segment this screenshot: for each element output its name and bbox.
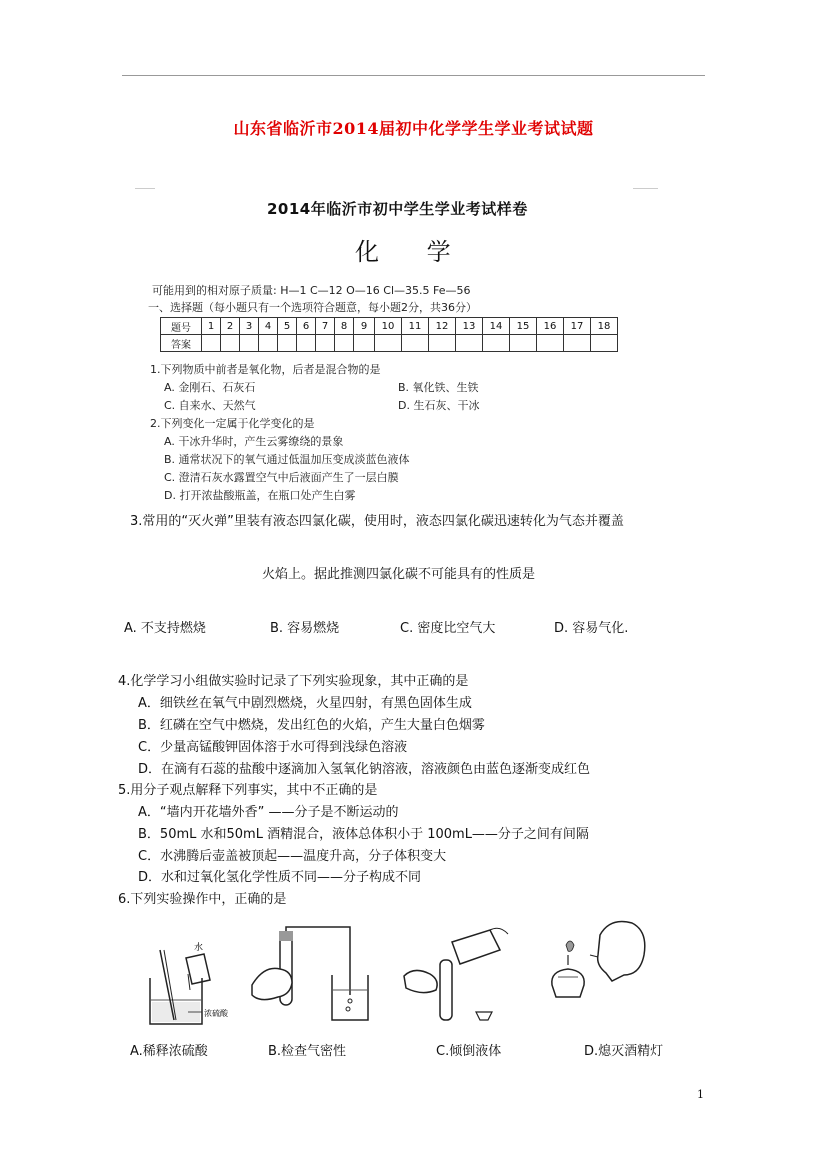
table-cell <box>402 335 429 352</box>
pouring-liquid-figure <box>400 920 510 1030</box>
table-cell: 6 <box>297 318 316 335</box>
table-cell: 4 <box>259 318 278 335</box>
scan-edge-right <box>633 188 658 189</box>
q6-stem: 6.下列实验操作中，正确的是 <box>118 892 287 907</box>
table-cell <box>240 335 259 352</box>
atomic-masses: 可能用到的相对原子质量: H—1 C—12 O—16 Cl—35.5 Fe—56 <box>152 284 471 297</box>
q1-option-a: A. 金刚石、石灰石 <box>164 381 256 394</box>
q3-stem-line2: 火焰上。据此推测四氯化碳不可能具有的性质是 <box>262 567 536 582</box>
table-cell: 7 <box>316 318 335 335</box>
q1-option-b: B. 氧化铁、生铁 <box>398 381 479 394</box>
table-cell: 15 <box>510 318 537 335</box>
q4-option-a: A．细铁丝在氧气中剧烈燃烧，火星四射，有黑色固体生成 <box>138 696 472 711</box>
q6-option-d: D.熄灭酒精灯 <box>584 1044 664 1059</box>
table-row <box>161 318 618 335</box>
scan-sub-title: 2014年临沂市初中学生学业考试样卷 <box>267 200 528 218</box>
table-cell <box>297 335 316 352</box>
q1-option-d: D. 生石灰、干冰 <box>398 399 480 412</box>
airtightness-figure <box>250 925 370 1030</box>
table-cell <box>316 335 335 352</box>
header-rule <box>122 75 705 76</box>
table-cell: 9 <box>354 318 375 335</box>
table-cell <box>483 335 510 352</box>
table-cell <box>221 335 240 352</box>
table-cell: 1 <box>202 318 221 335</box>
answer-table <box>160 317 618 352</box>
table-cell <box>375 335 402 352</box>
q5-option-a: A．“墙内开花墙外香” ——分子是不断运动的 <box>138 805 399 820</box>
q3-option-d: D. 容易气化. <box>554 621 629 636</box>
q1-stem: 1.下列物质中前者是氧化物，后者是混合物的是 <box>150 363 381 376</box>
water-label: 水 <box>194 943 204 953</box>
q3-option-a: A. 不支持燃烧 <box>124 621 206 636</box>
q4-option-c: C．少量高锰酸钾固体溶于水可得到浅绿色溶液 <box>138 740 408 755</box>
table-cell: 5 <box>278 318 297 335</box>
table-header-cell: 答案 <box>161 335 202 352</box>
page-title: 山东省临沂市2014届初中化学学生学业考试试题 <box>233 119 594 138</box>
q4-option-d: D．在滴有石蕊的盐酸中逐滴加入氢氧化钠溶液，溶液颜色由蓝色逐渐变成红色 <box>138 762 591 777</box>
scan-edge-left <box>135 188 155 189</box>
alcohol-lamp-figure <box>540 915 650 1030</box>
q2-option-d: D. 打开浓盐酸瓶盖，在瓶口处产生白雾 <box>164 489 356 502</box>
table-cell <box>354 335 375 352</box>
table-cell: 11 <box>402 318 429 335</box>
q5-option-c: C．水沸腾后壶盖被顶起——温度升高，分子体积变大 <box>138 849 447 864</box>
acid-label: 浓硫酸 <box>204 1009 228 1018</box>
q5-option-b: B．50mL 水和50mL 酒精混合，液体总体积小于 100mL——分子之间有间隔 <box>138 827 589 842</box>
q5-option-d: D．水和过氧化氢化学性质不同——分子构成不同 <box>138 870 422 885</box>
table-cell <box>564 335 591 352</box>
table-cell <box>259 335 278 352</box>
q1-option-c: C. 自来水、天然气 <box>164 399 256 412</box>
table-cell <box>591 335 618 352</box>
table-cell: 14 <box>483 318 510 335</box>
table-cell: 3 <box>240 318 259 335</box>
table-header-cell: 题号 <box>161 318 202 335</box>
q6-option-c: C.倾倒液体 <box>436 1044 502 1059</box>
table-cell: 18 <box>591 318 618 335</box>
q4-option-b: B．红磷在空气中燃烧，发出红色的火焰，产生大量白色烟雾 <box>138 718 485 733</box>
q3-stem-line1: 3.常用的“灭火弹”里装有液态四氯化碳，使用时，液态四氯化碳迅速转化为气态并覆盖 <box>130 514 624 529</box>
q2-option-a: A. 干冰升华时，产生云雾缭绕的景象 <box>164 435 344 448</box>
q2-option-b: B. 通常状况下的氧气通过低温加压变成淡蓝色液体 <box>164 453 410 466</box>
dilute-acid-figure <box>140 940 230 1030</box>
table-cell <box>510 335 537 352</box>
table-cell <box>537 335 564 352</box>
q4-stem: 4.化学学习小组做实验时记录了下列实验现象，其中正确的是 <box>118 674 469 689</box>
table-cell <box>278 335 297 352</box>
table-cell <box>335 335 354 352</box>
table-cell: 17 <box>564 318 591 335</box>
page-number: 1 <box>697 1088 704 1101</box>
table-cell: 16 <box>537 318 564 335</box>
table-cell: 10 <box>375 318 402 335</box>
table-row <box>161 335 618 352</box>
q3-option-b: B. 容易燃烧 <box>270 621 340 636</box>
q5-stem: 5.用分子观点解释下列事实，其中不正确的是 <box>118 783 378 798</box>
table-cell <box>456 335 483 352</box>
table-cell: 8 <box>335 318 354 335</box>
q2-option-c: C. 澄清石灰水露置空气中后液面产生了一层白膜 <box>164 471 399 484</box>
section-heading: 一、选择题（每小题只有一个选项符合题意，每小题2分，共36分） <box>148 301 477 314</box>
table-cell <box>202 335 221 352</box>
scan-subject: 化 学 <box>355 238 471 266</box>
table-cell <box>429 335 456 352</box>
q3-option-c: C. 密度比空气大 <box>400 621 496 636</box>
table-cell: 13 <box>456 318 483 335</box>
q6-option-b: B.检查气密性 <box>268 1044 347 1059</box>
table-cell: 12 <box>429 318 456 335</box>
q2-stem: 2.下列变化一定属于化学变化的是 <box>150 417 315 430</box>
table-cell: 2 <box>221 318 240 335</box>
q6-option-a: A.稀释浓硫酸 <box>130 1044 208 1059</box>
